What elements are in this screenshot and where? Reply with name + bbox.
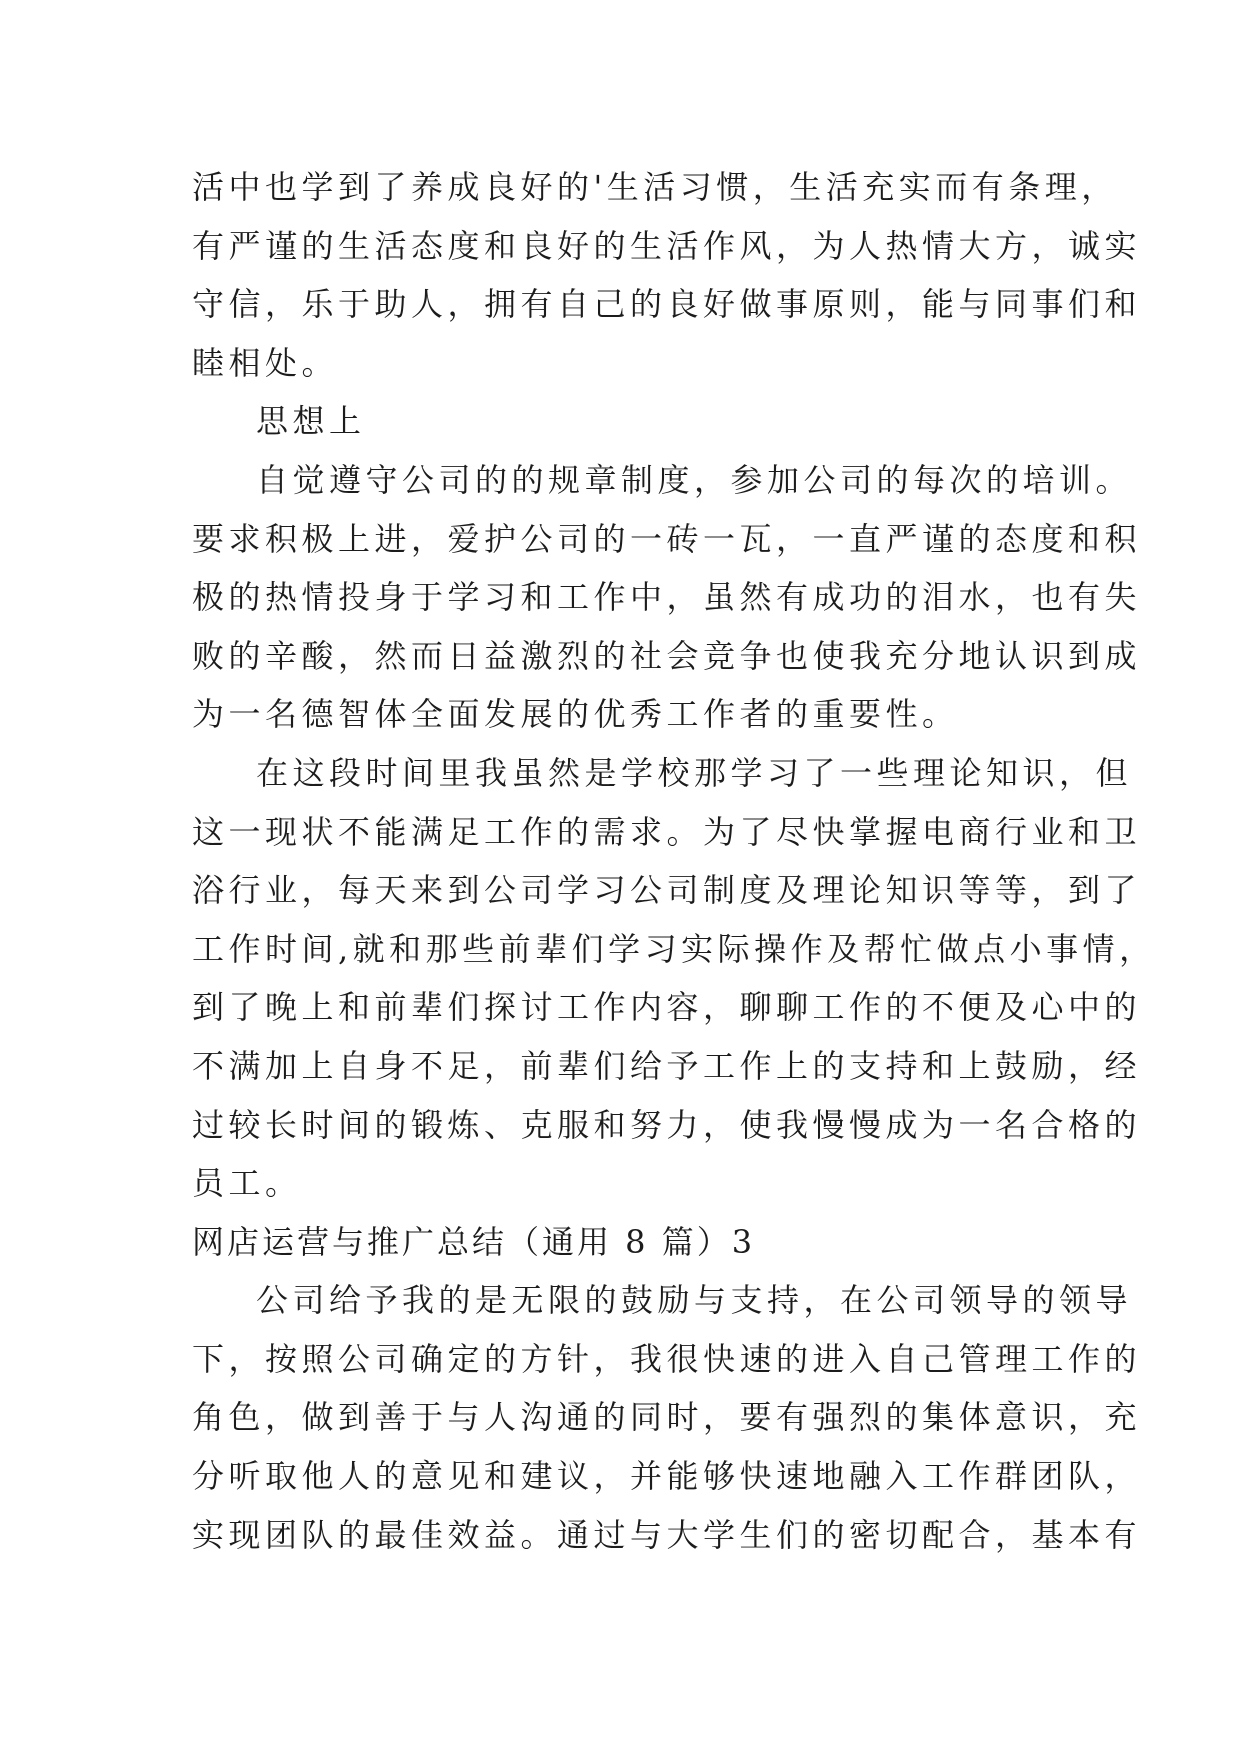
- text-line: 有严谨的生活态度和良好的生活作风，为人热情大方，诚实: [192, 226, 1142, 265]
- text-line: 这一现状不能满足工作的需求。为了尽快掌握电商行业和卫: [192, 812, 1142, 851]
- text-line: 下，按照公司确定的方针，我很快速的进入自己管理工作的: [192, 1339, 1142, 1378]
- text-line: 思想上: [256, 402, 366, 441]
- text-line: 到了晚上和前辈们探讨工作内容，聊聊工作的不便及心中的: [192, 988, 1142, 1027]
- document-body: [192, 158, 1156, 1564]
- text-line: 不满加上自身不足，前辈们给予工作上的支持和上鼓励，经: [192, 1046, 1142, 1085]
- text-line: 活中也学到了养成良好的'生活习惯，生活充实而有条理，: [192, 168, 1118, 206]
- text-line: 极的热情投身于学习和工作中，虽然有成功的泪水，也有失: [192, 578, 1142, 617]
- text-line: 在这段时间里我虽然是学校那学习了一些理论知识，但: [256, 753, 1133, 792]
- text-line: 工作时间,就和那些前辈们学习实际操作及帮忙做点小事情，: [192, 929, 1156, 968]
- text-line: 过较长时间的锻炼、克服和努力，使我慢慢成为一名合格的: [192, 1105, 1142, 1144]
- text-line: 员工。: [192, 1164, 302, 1203]
- text-line: 睦相处。: [192, 343, 339, 382]
- text-line: 角色，做到善于与人沟通的同时，要有强烈的集体意识，充: [192, 1398, 1142, 1437]
- text-line: 自觉遵守公司的的规章制度，参加公司的每次的培训。: [256, 460, 1133, 499]
- section-heading: 网店运营与推广总结（通用 8 篇）3: [192, 1222, 756, 1261]
- text-line: 要求积极上进，爱护公司的一砖一瓦，一直严谨的态度和积: [192, 519, 1142, 558]
- text-line: 为一名德智体全面发展的优秀工作者的重要性。: [192, 695, 959, 734]
- text-line: 守信，乐于助人，拥有自己的良好做事原则，能与同事们和: [192, 285, 1142, 324]
- text-line: 分听取他人的意见和建议，并能够快速地融入工作群团队，: [192, 1457, 1142, 1496]
- text-line: 败的辛酸，然而日益激烈的社会竞争也使我充分地认识到成: [192, 636, 1142, 675]
- text-line: 实现团队的最佳效益。通过与大学生们的密切配合，基本有: [192, 1515, 1142, 1554]
- text-line: 公司给予我的是无限的鼓励与支持，在公司领导的领导: [256, 1281, 1133, 1320]
- text-line: 浴行业，每天来到公司学习公司制度及理论知识等等，到了: [192, 871, 1142, 910]
